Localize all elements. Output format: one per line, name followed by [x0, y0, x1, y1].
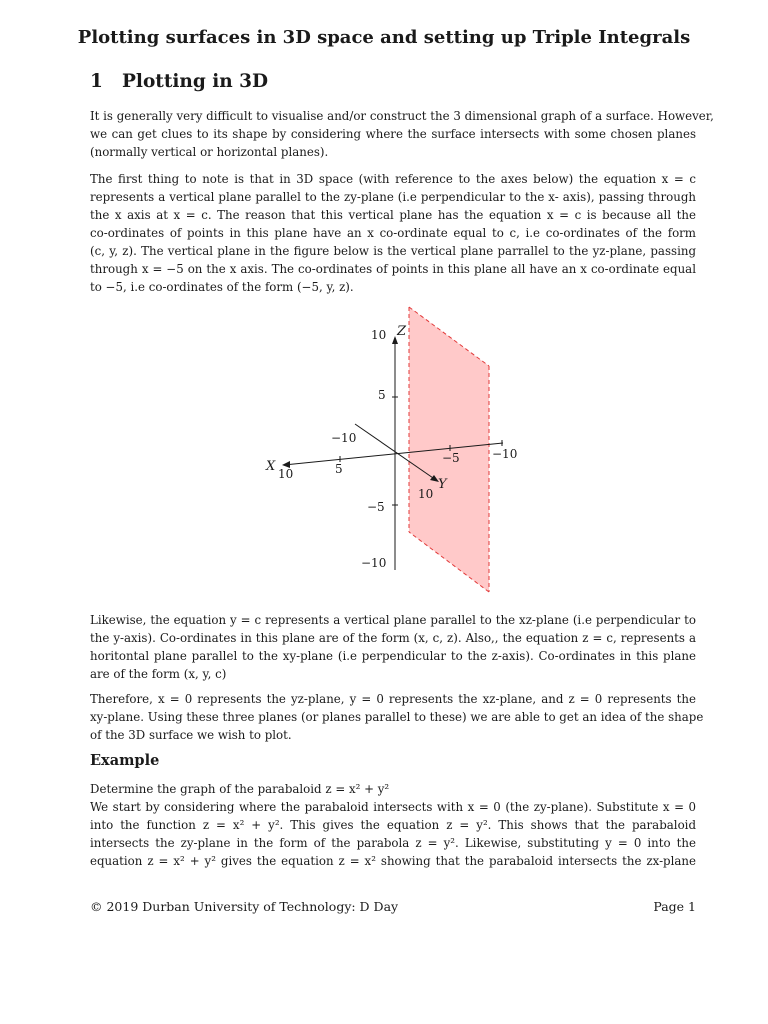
x-tick-label: 5: [335, 462, 343, 476]
paragraph-line: to −5, i.e co-ordinates of the form (−5, y, z).: [90, 280, 354, 294]
z-tick-label: −10: [361, 556, 387, 570]
paragraph-line: intersects the zy-plane in the form of the parabola z = y². Likewise, substituting y = 0 into the: [90, 836, 696, 850]
footer-copyright: © 2019 Durban University of Technology: D Day: [90, 899, 399, 914]
footer-page-number: Page 1: [653, 899, 696, 914]
paragraph-line: It is generally very difficult to visualise and/or construct the 3 dimensional graph of a surface. However,: [90, 109, 714, 123]
paragraph-line: into the function z = x² + y². This gives the equation z = y². This shows that the parabaloid: [90, 818, 696, 832]
paragraph-line: through x = −5 on the x axis. The co-ordinates of points in this plane all have an x co-ordinate equal: [90, 262, 696, 276]
y-axis-label: Y: [438, 477, 447, 492]
paragraph-line: the x axis at x = c. The reason that this vertical plane has the equation x = c is because all the: [90, 208, 696, 222]
paragraph-plane-x: [90, 170, 696, 296]
x-tick-label: −10: [492, 447, 518, 461]
paragraph-line: Determine the graph of the parabaloid z = x² + y²: [90, 782, 390, 796]
paragraph-plane-y-z: [90, 611, 696, 683]
paragraph-line: (normally vertical or horizontal planes).: [90, 145, 329, 159]
figure-svg: [240, 300, 540, 600]
paragraph-example: [90, 780, 696, 870]
z-tick-label: −5: [367, 500, 385, 514]
y-tick-label: 10: [418, 487, 434, 501]
paragraph-line: we can get clues to its shape by considering where the surface intersects with some chosen planes: [90, 127, 696, 141]
paragraph-line: The first thing to note is that in 3D space (with reference to the axes below) the equation x = c: [90, 172, 696, 186]
paragraph-intro: [90, 107, 714, 161]
paragraph-line: horitontal plane parallel to the xy-plane (i.e perpendicular to the z-axis). Co-ordinates in this plane: [90, 649, 696, 663]
paragraph-line: xy-plane. Using these three planes (or planes parallel to these) we are able to get an idea of the shape: [90, 710, 704, 724]
plane-x-minus-5: [409, 307, 489, 592]
paragraph-line: represents a vertical plane parallel to the zy-plane (i.e perpendicular to the x- axis), passing through: [90, 190, 696, 204]
paragraph-line: We start by considering where the parabaloid intersects with x = 0 (the zy-plane). Substitute x = 0: [90, 800, 696, 814]
paragraph-line: the y-axis). Co-ordinates in this plane are of the form (x, c, z). Also,, the equation z = c, represents a: [90, 631, 696, 645]
paragraph-coordinate-planes: [90, 690, 704, 744]
y-tick-label: −10: [331, 431, 357, 445]
paragraph-line: co-ordinates of points in this plane have an x co-ordinate equal to c, i.e co-ordinates of the form: [90, 226, 696, 240]
z-tick-label: 10: [371, 328, 387, 342]
paragraph-line: Likewise, the equation y = c represents a vertical plane parallel to the xz-plane (i.e perpendicular to: [90, 613, 696, 627]
section-number: 1: [90, 71, 103, 92]
document-title: Plotting surfaces in 3D space and setting up Triple Integrals: [77, 27, 691, 48]
paragraph-line: (c, y, z). The vertical plane in the figure below is the vertical plane parrallel to the yz-plane, passing: [90, 244, 696, 258]
section-title: Plotting in 3D: [122, 71, 269, 92]
paragraph-line: Therefore, x = 0 represents the yz-plane, y = 0 represents the xz-plane, and z = 0 represents the: [90, 692, 696, 706]
paragraph-line: of the 3D surface we wish to plot.: [90, 728, 292, 742]
x-tick-label: −5: [442, 451, 460, 465]
x-axis-label: X: [266, 459, 276, 474]
z-axis-label: Z: [397, 324, 407, 339]
paragraph-line: equation z = x² + y² gives the equation z = x² showing that the parabaloid intersects the zx-plane: [90, 854, 696, 868]
plane-figure: [240, 300, 540, 604]
x-tick-label: 10: [278, 467, 294, 481]
section-heading: [90, 71, 268, 92]
z-tick-label: 5: [378, 388, 386, 402]
example-heading: Example: [90, 752, 160, 769]
paragraph-line: are of the form (x, y, c): [90, 667, 227, 681]
